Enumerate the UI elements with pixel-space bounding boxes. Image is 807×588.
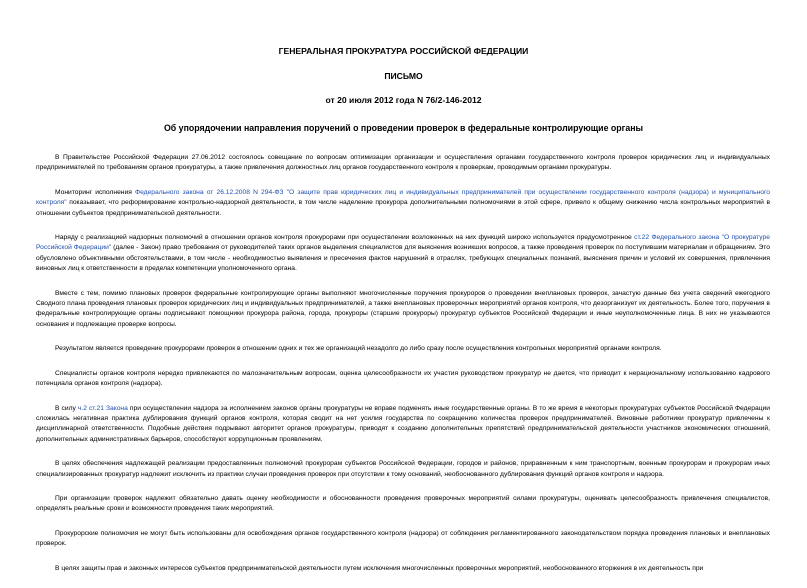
paragraph-2 xyxy=(36,188,770,219)
paragraph-3-text-b: (далее - Закон) право требования от руководителей таких органов выделения специалистов для выяснения возникших вопросов, а также проведения проверок по поступившим материалам и обращениям. Это обусловлено объективными обстоятельствами, в том числе - необходимостью выявления и пресечения фактов нарушений в отраслях, требующих специальных познаний, выяснения причин и условий их совершения, привлечения виновных лиц к ответственности в пределах компетенции уполномоченного органа. xyxy=(36,244,771,273)
paragraph-7-text-b: при осуществлении надзора за исполнением законов органы прокуратуры не вправе подменять иные государственные органы. В то же время в некоторых прокуратурах субъектов Российской Федерации сложилась негативная практика дублирования функций органов контроля, которая сводит на нет усилия государства по сокращению количества проверок предпринимателей. Виновные работники прокуратур привлечены к дисциплинарной ответственности. Подобные действия подрывают авторитет органов прокуратуры, приводят к созданию дополнительных препятствий предпринимательской деятельности участников экономических отношений, дополнительных административных барьеров, способствуют коррупционным проявлениям. xyxy=(36,404,770,443)
paragraph-9: При организации проверок надлежит обязательно давать оценку необходимости и обоснованности проведения проверочных мероприятий силами прокуратуры, оценивать целесообразность привлечения специалистов, определять реальные сроки и возможности проведения таких мероприятий. xyxy=(36,494,770,513)
paragraph-6: Специалисты органов контроля нередко привлекаются по малозначительным вопросам, оценка целесообразности их участия руководством прокуратур не дается, что приводит к нерациональному использованию кадрового потенциала органов контроля (надзора). xyxy=(36,369,770,388)
doc-date-number: от 20 июля 2012 года N 76/2-146-2012 xyxy=(325,95,482,105)
paragraph-2-text-b: показывает, что реформирование контрольно-надзорной деятельности, в том числе наделение прокурора дополнительными полномочиями в этой сфере, привело к общему снижению числа контрольных мероприятий в отношении субъектов предпринимательской деятельности. xyxy=(36,199,770,217)
paragraph-4: Вместе с тем, помимо плановых проверок федеральные контролирующие органы выполняют многочисленные поручения прокуроров о проведении внеплановых проверок, зачастую данные без учета сведений ежегодного Сводного плана проведения плановых проверок юридических лиц и индивидуальных предпринимателей, а также внеплановых проверочных мероприятий органов контроля, что дезорганизует их деятельность. Более того, поручения в федеральные контролирующие органы подписывают помощники прокурора района, города, прокуроры (старшие прокуроры) прокуратур субъектов Российской Федерации и иные неуполномоченные лица. В них не указываются основания и подлежащие проверке вопросы. xyxy=(36,289,770,328)
paragraph-2-text-a: Мониторинг исполнения xyxy=(55,188,135,196)
document-body xyxy=(36,153,770,588)
paragraph-10: Прокурорские полномочия не могут быть использованы для освобождения органов государственного контроля (надзора) от соблюдения регламентированного законодательством порядка проведения плановых и внеплановых проверок. xyxy=(36,529,770,548)
org-title: ГЕНЕРАЛЬНАЯ ПРОКУРАТУРА РОССИЙСКОЙ ФЕДЕРАЦИИ xyxy=(278,46,529,56)
doc-subject: Об упорядочении направления поручений о проведении проверок в федеральные контролирующие органы xyxy=(163,123,644,133)
doc-type: ПИСЬМО xyxy=(384,71,423,81)
paragraph-3-text-a: Наряду с реализацией надзорных полномочий в отношении органов контроля прокурорами при осуществлении возложенных на них функций широко используется предусмотренное xyxy=(55,234,635,242)
paragraph-3 xyxy=(36,233,770,275)
paragraph-7 xyxy=(36,404,770,446)
paragraph-7-text-a: В силу xyxy=(55,404,78,412)
law-294-fz-link[interactable]: Федерального закона от 26.12.2008 N 294-ФЗ "О защите прав юридических лиц и индивидуальных предпринимателей при осуществлении государственного контроля (надзора) и муниципального контроля" xyxy=(36,188,770,207)
law-art21-link[interactable]: ч.2 ст.21 Закона xyxy=(77,404,128,412)
paragraph-1: В Правительстве Российской Федерации 27.06.2012 состоялось совещание по вопросам оптимизации организации и осуществления органами государственного контроля проверок юридических лиц и индивидуальных предпринимателей по требованиям органов прокуратуры, а также привлечения должностных лиц органов государственного контроля к проверкам, проводимым органами прокуратуры. xyxy=(36,154,770,172)
prosecutor-law-art22-link[interactable]: ст.22 Федерального закона "О прокуратуре Российской Федерации" xyxy=(36,234,770,252)
paragraph-5: Результатом является проведение прокурорами проверок в отношении одних и тех же организаций незадолго до либо сразу после осуществления контрольных мероприятий органами контроля. xyxy=(55,345,662,353)
paragraph-11: В целях защиты прав и законных интересов субъектов предпринимательской деятельности путем исключения многочисленных проверочных мероприятий, необоснованного вторжения в их деятельность при xyxy=(55,564,704,572)
paragraph-8: В целях обеспечения надлежащей реализации предоставленных полномочий прокурорам субъектов Российской Федерации, городов и районов, приравненным к ним транспортным, военным прокурорам и прокурорам иных специализированных прокуратур надлежит исключить из практики случаи проведения проверок при отсутствии к тому оснований, необоснованного дублирования функций органов контроля и надзора. xyxy=(36,460,770,478)
